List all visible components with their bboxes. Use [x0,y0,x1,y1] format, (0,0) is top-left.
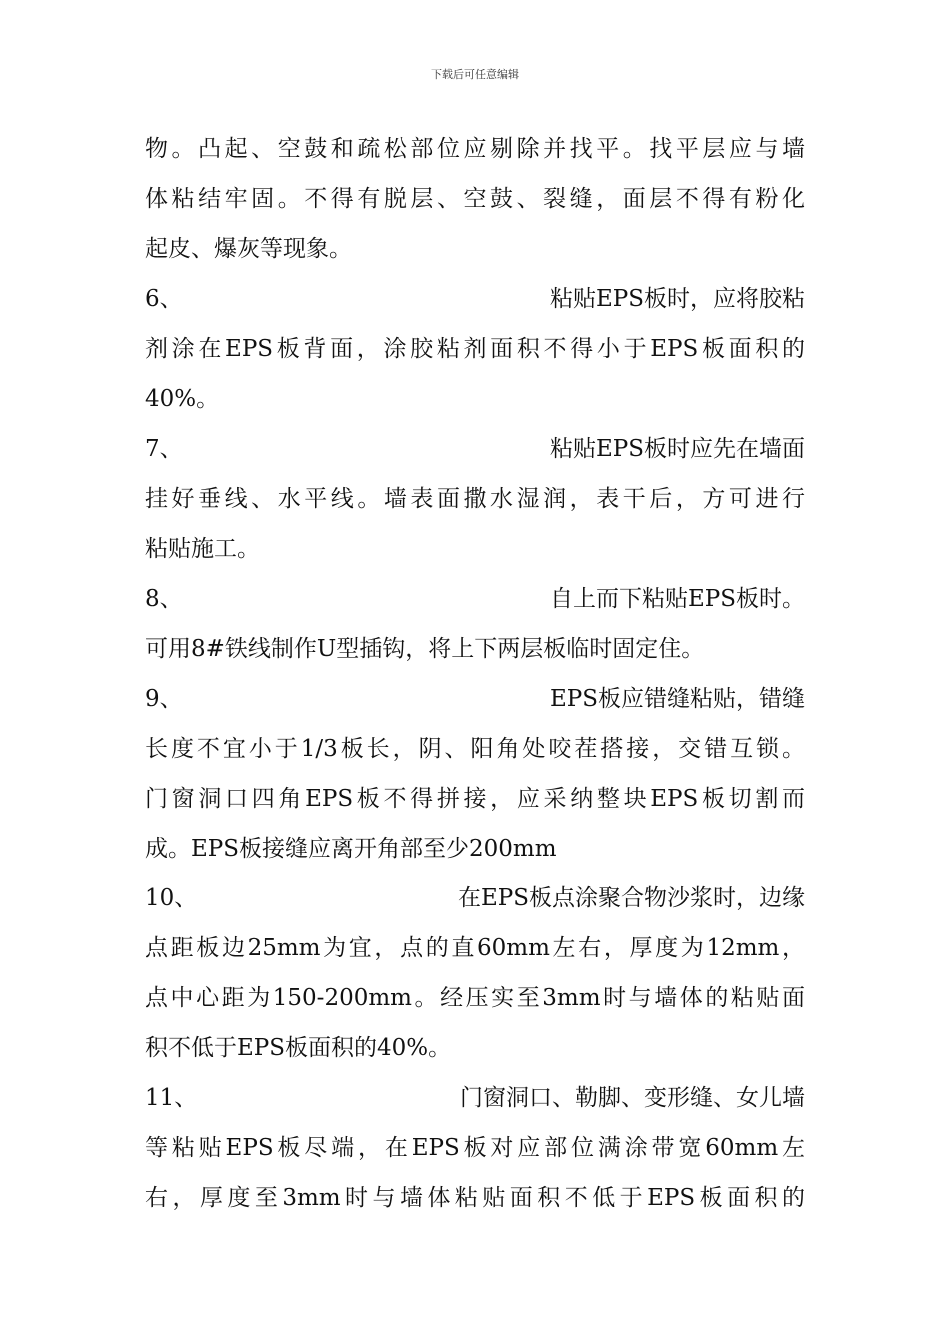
body-line: 成。EPS板接缝应离开角部至少200mm [145,836,557,862]
list-text: 自上而下粘贴EPS板时。 [549,586,805,612]
list-item-7 [145,429,805,469]
body-line: 剂涂在EPS板背面，涂胶粘剂面积不得小于EPS板面积的 [145,336,805,362]
list-number: 6、 [145,286,183,312]
body-line: 等粘贴EPS板尽端，在EPS板对应部位满涂带宽60mm左 [145,1135,805,1161]
list-item-6 [145,279,805,319]
body-line: 粘贴施工。 [145,536,260,562]
list-number: 9、 [145,686,183,712]
body-line: 40%。 [145,386,220,412]
body-line: 积不低于EPS板面积的40%。 [145,1035,452,1061]
body-line: 门窗洞口四角EPS板不得拼接，应采纳整块EPS板切割而 [145,786,805,812]
body-line: 点距板边25mm为宜，点的直60mm左右，厚度为12mm， [145,935,805,961]
list-text: EPS板应错缝粘贴，错缝 [549,686,805,712]
body-line: 体粘结牢固。不得有脱层、空鼓、裂缝，面层不得有粉化 [145,186,805,212]
list-text: 粘贴EPS板时，应将胶粘 [549,286,805,312]
body-line: 起皮、爆灰等现象。 [145,236,352,262]
body-line: 可用8#铁线制作U型插钩，将上下两层板临时固定住。 [145,636,705,662]
page-header: 下载后可任意编辑 [431,68,519,81]
body-line: 右，厚度至3mm时与墙体粘贴面积不低于EPS板面积的 [145,1185,805,1211]
list-item-11 [145,1078,805,1118]
body-line: 点中心距为150-200mm。经压实至3mm时与墙体的粘贴面 [145,985,805,1011]
list-item-9 [145,679,805,719]
body-line: 长度不宜小于1/3板长，阴、阳角处咬茬搭接，交错互锁。 [145,736,805,762]
list-number: 7、 [145,436,183,462]
list-item-8 [145,579,805,619]
list-number: 11、 [145,1085,198,1111]
list-number: 8、 [145,586,183,612]
list-item-10 [145,878,805,918]
list-text: 粘贴EPS板时应先在墙面 [549,436,805,462]
list-text: 在EPS板点涂聚合物沙浆时，边缘 [457,885,805,911]
body-line: 物。凸起、空鼓和疏松部位应剔除并找平。找平层应与墙 [145,136,805,162]
list-text: 门窗洞口、勒脚、变形缝、女儿墙 [460,1085,805,1111]
body-line: 挂好垂线、水平线。墙表面撒水湿润，表干后，方可进行 [145,486,805,512]
list-number: 10、 [145,885,198,911]
